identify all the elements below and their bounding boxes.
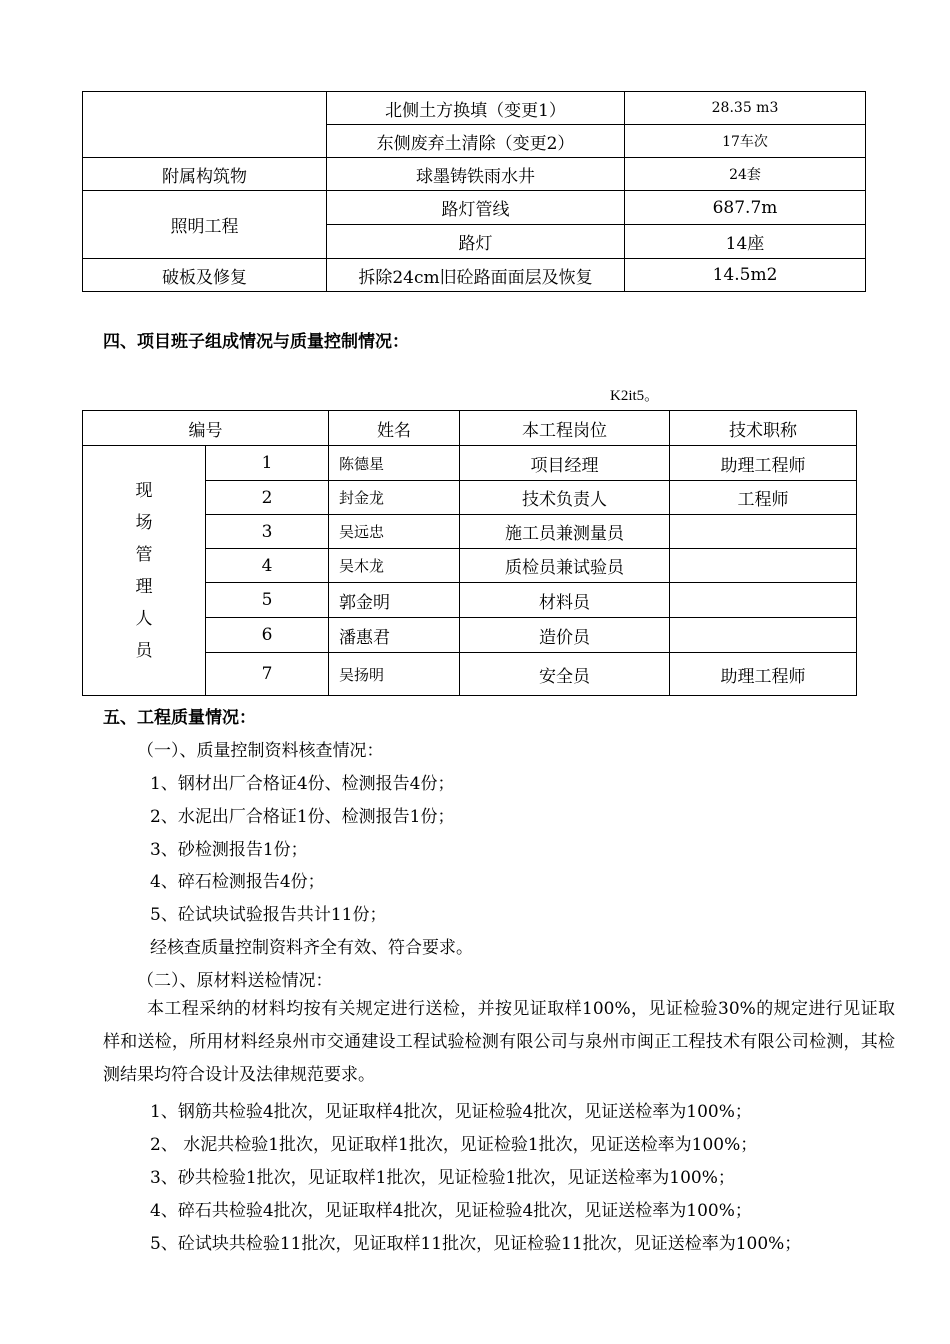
title-cell — [670, 583, 857, 618]
item-cell: 拆除24cm旧砼路面面层及恢复 — [327, 259, 625, 292]
quantity-cell: 14.5m2 — [625, 259, 866, 292]
document-code: K2it5。 — [610, 388, 660, 404]
title-cell: 工程师 — [670, 481, 857, 515]
name-cell: 吴木龙 — [329, 549, 460, 583]
title-cell — [670, 549, 857, 583]
post-cell: 技术负责人 — [460, 481, 670, 515]
table-row — [83, 158, 866, 191]
number-cell: 1 — [206, 446, 329, 481]
post-cell: 造价员 — [460, 618, 670, 653]
name-cell: 吴远忠 — [329, 515, 460, 549]
number-cell: 4 — [206, 549, 329, 583]
quantity-cell: 14座 — [625, 225, 866, 259]
personnel-table — [82, 410, 857, 696]
quantity-cell: 24套 — [625, 158, 866, 191]
list-item: 2、水泥出厂合格证1份、检测报告1份； — [150, 807, 455, 827]
post-cell: 安全员 — [460, 653, 670, 696]
title-cell: 助理工程师 — [670, 446, 857, 481]
list-item: 4、碎石共检验4批次，见证取样4批次，见证检验4批次，见证送检率为100%； — [150, 1201, 752, 1221]
name-cell: 陈德星 — [329, 446, 460, 481]
list-item: 2、 水泥共检验1批次，见证取样1批次，见证检验1批次，见证送检率为100%； — [150, 1135, 758, 1155]
category-cell — [83, 92, 327, 158]
list-item: 5、砼试块共检验11批次，见证取样11批次，见证检验11批次，见证送检率为100%； — [150, 1234, 802, 1254]
quantities-table — [82, 91, 866, 292]
quantity-cell: 687.7m — [625, 191, 866, 225]
category-cell: 破板及修复 — [83, 259, 327, 292]
list-item: 5、砼试块试验报告共计11份； — [150, 905, 387, 925]
title-cell — [670, 515, 857, 549]
header-post: 本工程岗位 — [460, 411, 670, 446]
subsection-heading: （一）、质量控制资料核查情况： — [137, 741, 384, 761]
list-item: 1、钢筋共检验4批次，见证取样4批次，见证检验4批次，见证送检率为100%； — [150, 1102, 752, 1122]
list-item: 4、碎石检测报告4份； — [150, 872, 325, 892]
name-cell: 封金龙 — [329, 481, 460, 515]
group-label: 现 场 管 理 人 员 — [135, 480, 153, 661]
header-number: 编号 — [83, 411, 329, 446]
table-row — [83, 446, 857, 481]
table-row — [83, 259, 866, 292]
body-paragraph: 本工程采纳的材料均按有关规定进行送检，并按见证取样100%，见证检验30%的规定进行见证取样和送检，所用材料经泉州市交通建设工程试验检测有限公司与泉州市闽正工程技术有限公司检测，其检测结果均符合设计及法律规范要求。 — [103, 999, 895, 1085]
header-name: 姓名 — [329, 411, 460, 446]
conclusion-text: 经核查质量控制资料齐全有效、符合要求。 — [150, 938, 473, 958]
list-item: 1、钢材出厂合格证4份、检测报告4份； — [150, 774, 455, 794]
title-cell: 助理工程师 — [670, 653, 857, 696]
item-cell: 路灯管线 — [327, 191, 625, 225]
section-heading-4: 四、项目班子组成情况与质量控制情况： — [103, 332, 409, 352]
quantity-cell: 17车次 — [625, 125, 866, 158]
quantity-cell: 28.35 m3 — [625, 92, 866, 125]
post-cell: 项目经理 — [460, 446, 670, 481]
item-cell: 球墨铸铁雨水井 — [327, 158, 625, 191]
list-item: 3、砂检测报告1份； — [150, 840, 308, 860]
category-cell: 附属构筑物 — [83, 158, 327, 191]
subsection-heading: （二）、原材料送检情况： — [137, 971, 333, 991]
name-cell: 郭金明 — [329, 583, 460, 618]
number-cell: 3 — [206, 515, 329, 549]
number-cell: 7 — [206, 653, 329, 696]
table-row — [83, 191, 866, 225]
list-item: 3、砂共检验1批次，见证取样1批次，见证检验1批次，见证送检率为100%； — [150, 1168, 735, 1188]
name-cell: 吴扬明 — [329, 653, 460, 696]
name-cell: 潘惠君 — [329, 618, 460, 653]
item-cell: 北侧土方换填（变更1） — [327, 92, 625, 125]
number-cell: 6 — [206, 618, 329, 653]
item-cell: 东侧废弃土清除（变更2） — [327, 125, 625, 158]
number-cell: 2 — [206, 481, 329, 515]
post-cell: 材料员 — [460, 583, 670, 618]
title-cell — [670, 618, 857, 653]
table-header-row — [83, 411, 857, 446]
header-title: 技术职称 — [670, 411, 857, 446]
item-cell: 路灯 — [327, 225, 625, 259]
category-cell: 照明工程 — [83, 191, 327, 259]
table-row — [83, 92, 866, 125]
section-heading-5: 五、工程质量情况： — [103, 708, 256, 728]
number-cell: 5 — [206, 583, 329, 618]
post-cell: 质检员兼试验员 — [460, 549, 670, 583]
group-label-cell — [83, 446, 206, 696]
post-cell: 施工员兼测量员 — [460, 515, 670, 549]
